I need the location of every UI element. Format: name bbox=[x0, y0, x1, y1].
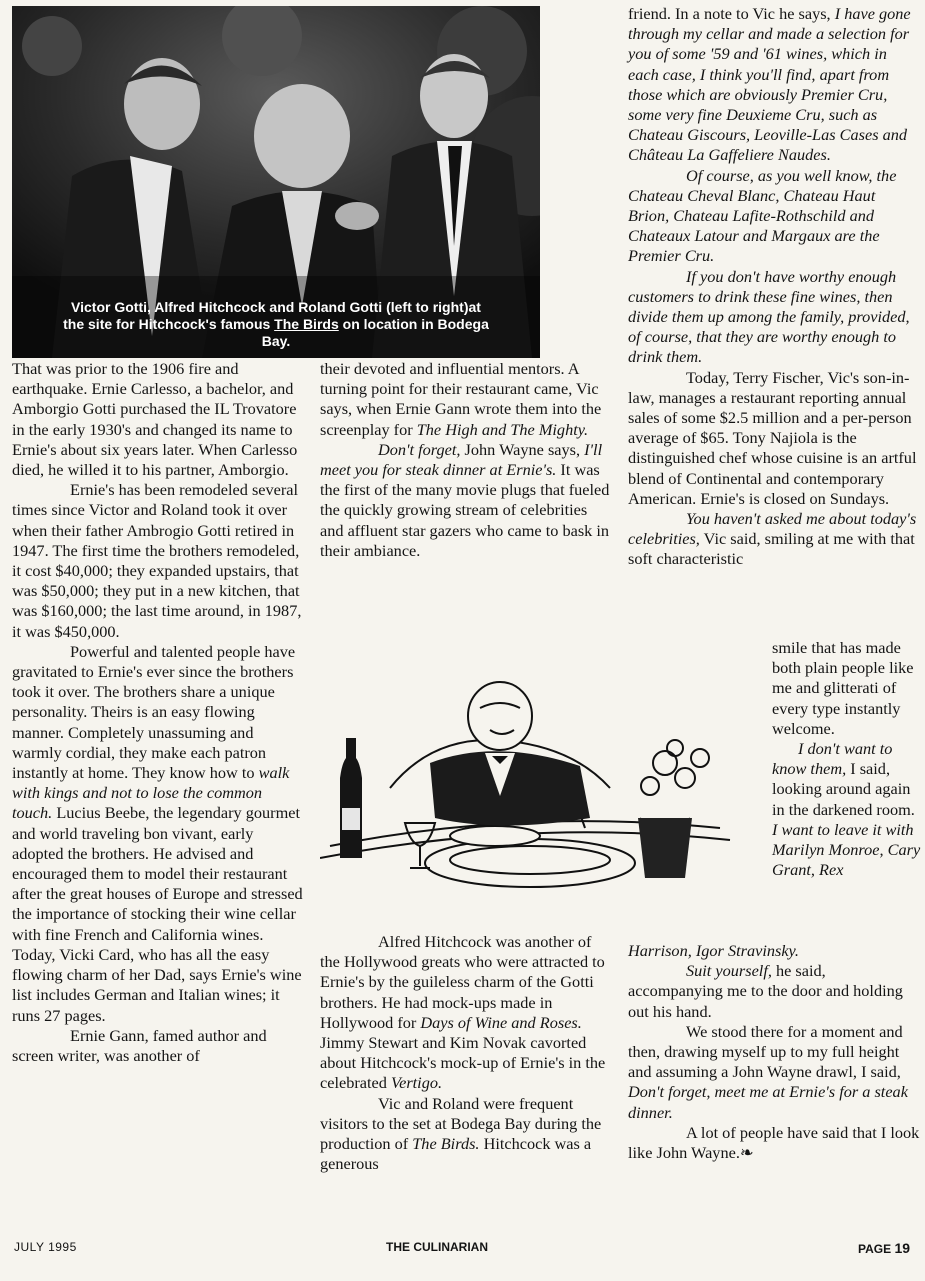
page-number: 19 bbox=[894, 1240, 911, 1256]
paragraph: Ernie Gann, famed author and screen writer, was another of bbox=[12, 1025, 267, 1065]
caption-film-title: The Birds bbox=[274, 316, 339, 332]
text: I said, looking around again in the darkened room. bbox=[772, 759, 915, 819]
text: Lucius Beebe, the legendary gourmet and world traveling bon vivant, early adopted the brothers. He advised and encouraged them to model their restaurant after the great houses of Europe and stressed the importance of stocking their wine cellar with fine French and California wines. Today, Vicki Card, who has all the easy flowing charm of her Dad, says Ernie's wine list includes German and Italian wines; it runs 27 pages. bbox=[12, 803, 303, 1025]
text: Powerful and talented people have gravitated to Ernie's ever since the brothers took it over. The brothers share a unique personality. Theirs is an easy flowing manner. Completely unassuming and warmly cordial, they make each patron instantly at home. They know how to bbox=[12, 641, 296, 783]
film-title: Days of Wine and Roses. bbox=[420, 1012, 582, 1032]
end-of-article-icon: ❧ bbox=[739, 1143, 754, 1163]
photo-caption bbox=[12, 299, 540, 350]
diner-drawing bbox=[320, 668, 740, 906]
article-column-3-bottom bbox=[628, 941, 920, 1163]
article-column-2-top bbox=[320, 359, 612, 561]
italic-quote: Don't forget, bbox=[378, 439, 461, 459]
article-column-1 bbox=[12, 359, 304, 1066]
paragraph bbox=[320, 359, 612, 440]
paragraph bbox=[628, 4, 920, 166]
paragraph bbox=[628, 509, 920, 570]
film-title: The High and The Mighty. bbox=[416, 419, 589, 439]
paragraph: If you don't have worthy enough customers to drink these fine wines, then divide them up among the family, provided, of course, that they are worthy enough to drink them. bbox=[628, 266, 910, 367]
article-column-2-bottom bbox=[320, 932, 612, 1174]
italic-quote: Don't forget, meet me at Ernie's for a steak dinner. bbox=[628, 1082, 908, 1122]
caption-text-end: on location in Bodega Bay. bbox=[261, 316, 489, 349]
paragraph bbox=[628, 961, 920, 1022]
film-title: The Birds. bbox=[412, 1134, 480, 1154]
paragraph bbox=[628, 1123, 920, 1163]
text: Vic said, smiling at me with that soft characteristic bbox=[628, 529, 915, 569]
text: he said, accompanying me to the door and holding out his hand. bbox=[628, 961, 903, 1021]
page-label: PAGE bbox=[858, 1242, 895, 1256]
text: Vic and Roland were frequent visitors to the set at Bodega Bay during the production of bbox=[320, 1093, 602, 1154]
caption-text: Victor Gotti, Alfred Hitchcock and Roland Gotti (left to right)at the site for Hitchcock's famous bbox=[63, 299, 481, 332]
text: Jimmy Stewart and Kim Novak cavorted about Hitchcock's mock-up of Ernie's in the celebrated bbox=[320, 1033, 606, 1093]
text: It was the first of the many movie plugs that fueled the quickly growing stream of celebrities and affluent star gazers who came to bask in their ambiance. bbox=[320, 460, 610, 560]
paragraph bbox=[320, 1094, 612, 1175]
text: Hitchcock was a generous bbox=[320, 1134, 592, 1174]
text: their devoted and influential mentors. A turning point for their restaurant came, Vic says, when Ernie Gann wrote them into the screenplay for bbox=[320, 359, 602, 439]
italic-quote: I want to leave it with Marilyn Monroe, Cary Grant, Rex bbox=[772, 819, 921, 880]
article-column-3 bbox=[628, 4, 920, 570]
italic-quote: walk with kings and not to lose the common touch. bbox=[12, 763, 290, 823]
paragraph: Ernie's has been remodeled several times since Victor and Roland took it over when their father Ambrogio Gotti retired in 1947. The first time the brothers remodeled, it cost $40,000; they expanded upstairs, that was $50,000; they put in a new kitchen, that was $160,000; the last time around, in 1987, it was $450,000. bbox=[12, 480, 302, 641]
text: A lot of people have said that I look like John Wayne. bbox=[628, 1122, 920, 1163]
italic-quote: I don't want to know them, bbox=[772, 739, 893, 779]
paragraph: That was prior to the 1906 fire and earthquake. Ernie Carlesso, a bachelor, and Amborgio Gotti purchased the IL Trovatore in the early 1930's and changed its name to Ernie's about six years later. When Carlesso died, he willed it to his partner, Amborgio. bbox=[12, 359, 298, 480]
paragraph bbox=[12, 642, 304, 1026]
italic-quote: I'll meet you for steak dinner at Ernie's. bbox=[320, 439, 603, 480]
footer-page-number bbox=[858, 1240, 910, 1256]
italic-quote: Suit yourself, bbox=[686, 961, 772, 981]
article-column-3-narrow bbox=[772, 638, 922, 880]
text: Alfred Hitchcock was another of the Hollywood greats who were attracted to Ernie's by the guileless charm of the Gotti brothers. He had mock-ups made in Hollywood for bbox=[320, 932, 605, 1032]
film-title: Vertigo. bbox=[390, 1073, 443, 1093]
italic-quote: I have gone through my cellar and made a selection for you of some '59 and '61 wines, which in each case, I think you'll find, apart from those which are obviously Premier Cru, some very fine Deuxieme Cru, such as Chateau Giscours, Leoville-Las Cases and Château La Gaffeliere Naudes. bbox=[628, 4, 911, 165]
paragraph: Of course, as you well know, the Chateau Cheval Blanc, Chateau Haut Brion, Chateau Lafite-Rothschild and Chateaux Latour and Margaux are the Premier Cru. bbox=[628, 165, 897, 266]
text: friend. In a note to Vic he says, bbox=[628, 4, 835, 23]
paragraph: smile that has made both plain people like me and glitterati of every type instantly welcome. bbox=[772, 638, 914, 738]
text: We stood there for a moment and then, drawing myself up to my full height and assuming a John Wayne drawl, I said, bbox=[628, 1021, 903, 1082]
paragraph: Today, Terry Fischer, Vic's son-in-law, manages a restaurant reporting annual sales of some $2.5 million and a per-person average of $65. Tony Najiola is the distinguished chef whose cuisine is an artful blend of Continental and contemporary American. Ernie's is closed on Sundays. bbox=[628, 367, 917, 508]
footer-publication: THE CULINARIAN bbox=[386, 1240, 488, 1254]
dining-illustration bbox=[320, 668, 740, 906]
paragraph bbox=[772, 739, 922, 880]
footer-date: JULY 1995 bbox=[14, 1240, 77, 1254]
paragraph bbox=[628, 1022, 920, 1123]
italic-quote: You haven't asked me about today's celebrities, bbox=[628, 509, 917, 549]
paragraph bbox=[320, 440, 612, 561]
paragraph: Harrison, Igor Stravinsky. bbox=[628, 941, 799, 960]
paragraph bbox=[320, 932, 612, 1094]
photo-hitchcock-gottis bbox=[12, 6, 540, 358]
text: John Wayne says, bbox=[460, 439, 585, 459]
